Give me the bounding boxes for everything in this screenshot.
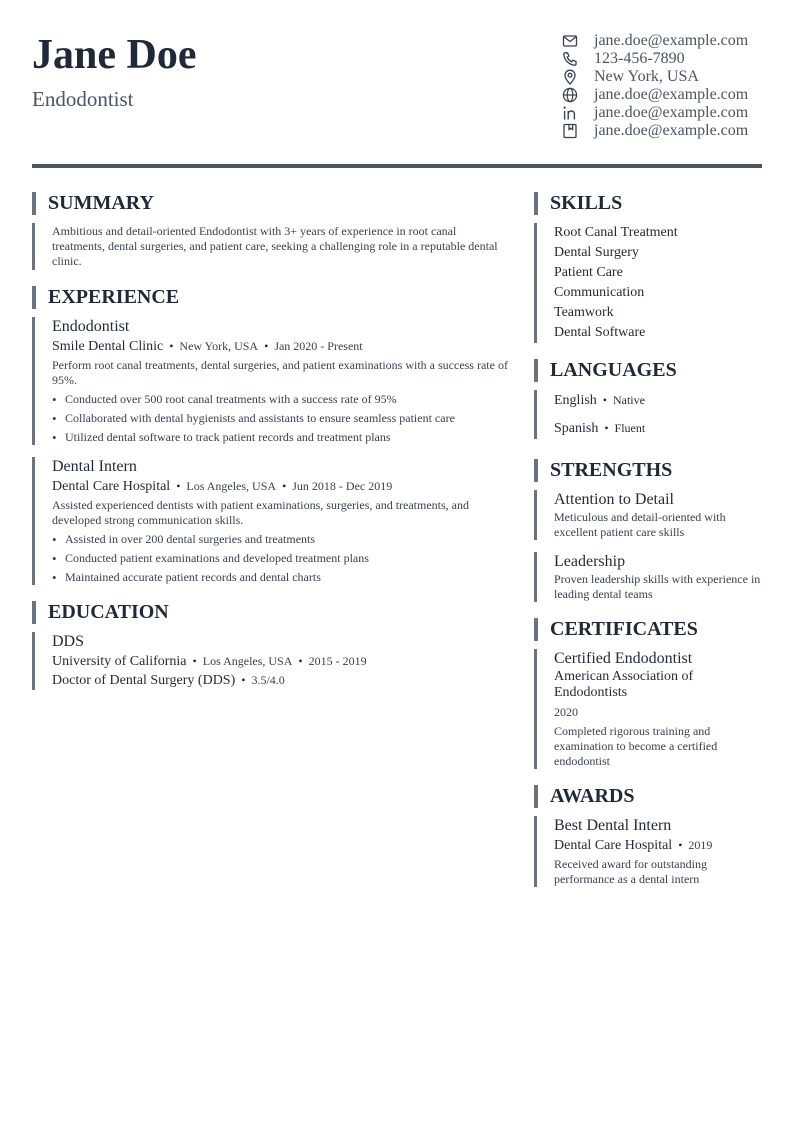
job-description: Assisted experienced dentists with patient examinations, surgeries, and treatments, and developed strong communication skills. (52, 498, 470, 527)
phone-icon (562, 51, 578, 67)
job-dates: Jun 2018 - Dec 2019 (292, 479, 393, 493)
globe-icon (562, 87, 578, 103)
award-issuer: Dental Care Hospital (554, 838, 673, 853)
language-name: Spanish (554, 421, 599, 436)
resume-page (32, 0, 762, 886)
certificate-issuer: American Association of Endodontists (554, 669, 694, 700)
job-bullets (52, 392, 512, 445)
strength-item (534, 552, 762, 602)
skill-item: Teamwork (554, 305, 614, 320)
contact-phone-text: 123-456-7890 (594, 50, 685, 67)
experience-section (32, 286, 512, 585)
candidate-title: Endodontist (32, 87, 134, 111)
strength-text: Proven leadership skills with experience in leading dental teams (554, 572, 761, 601)
list-item: • Utilized dental software to track patient records and treatment plans (52, 430, 512, 445)
strength-text: Meticulous and detail-oriented with excellent patient care skills (554, 510, 726, 539)
language-level: Native (612, 393, 645, 407)
languages-section (534, 359, 762, 439)
award-meta: Dental Care Hospital • 2019 (554, 838, 713, 853)
skills-section (534, 192, 762, 343)
award-year: 2019 (688, 838, 713, 852)
education-school: University of California (52, 654, 187, 669)
certificates-heading: CERTIFICATES (534, 618, 762, 641)
location-pin-icon (562, 69, 578, 85)
awards-heading: AWARDS (534, 785, 762, 808)
candidate-name: Jane Doe (32, 32, 197, 78)
job-title: Endodontist (52, 318, 130, 335)
job-meta: Smile Dental Clinic • New York, USA • Jan 2020 - Present (52, 339, 363, 354)
awards-section (534, 785, 762, 887)
education-item (32, 632, 512, 690)
certificates-section (534, 618, 762, 769)
summary-heading: SUMMARY (32, 192, 512, 215)
education-meta: University of California • Los Angeles, USA • 2015 - 2019 (52, 654, 367, 669)
strengths-section (534, 459, 762, 602)
languages-heading: LANGUAGES (534, 359, 762, 382)
summary-body (32, 223, 512, 270)
education-heading: EDUCATION (32, 601, 512, 624)
contact-email-text: jane.doe@example.com (594, 32, 749, 49)
skill-item: Patient Care (554, 265, 623, 280)
contact-linkedin-text: jane.doe@example.com (594, 104, 749, 121)
contact-email[interactable] (562, 32, 762, 50)
education-section (32, 601, 512, 690)
resume-header (32, 0, 762, 165)
certificate-title: Certified Endodontist (554, 650, 693, 667)
header-divider (32, 164, 762, 168)
job-company: Smile Dental Clinic (52, 339, 164, 354)
summary-text: Ambitious and detail-oriented Endodontist with 3+ years of experience in root canal treatments, dental surgeries, and patient care, seeking a challenging role in a reputable dental clinic. (52, 224, 498, 268)
job-company: Dental Care Hospital (52, 479, 171, 494)
education-gpa: 3.5/4.0 (251, 673, 285, 687)
experience-item (32, 457, 512, 585)
certificate-text: Completed rigorous training and examination to become a certified endodontist (554, 724, 718, 768)
job-meta: Dental Care Hospital • Los Angeles, USA • Jun 2018 - Dec 2019 (52, 479, 393, 494)
list-item: • Conducted over 500 root canal treatments with a success rate of 95% (52, 392, 512, 407)
education-degree: DDS (52, 633, 85, 650)
linkedin-icon (562, 105, 578, 121)
contact-location (562, 68, 762, 86)
award-text: Received award for outstanding performance as a dental intern (554, 857, 707, 886)
skills-list (534, 223, 762, 343)
list-item: • Assisted in over 200 dental surgeries and treatments (52, 532, 512, 547)
contact-phone[interactable] (562, 50, 762, 68)
list-item: • Collaborated with dental hygienists and assistants to ensure seamless patient care (52, 411, 512, 426)
skill-item: Dental Software (554, 325, 646, 340)
contact-website[interactable] (562, 86, 762, 104)
education-dates: 2015 - 2019 (308, 654, 367, 668)
left-column (32, 192, 512, 690)
job-location: New York, USA (179, 339, 259, 353)
language-name: English (554, 393, 597, 408)
email-icon (562, 33, 578, 49)
strengths-heading: STRENGTHS (534, 459, 762, 482)
education-field-row: Doctor of Dental Surgery (DDS) • 3.5/4.0 (52, 673, 285, 688)
job-title: Dental Intern (52, 458, 137, 475)
contact-portfolio[interactable] (562, 122, 762, 140)
skills-heading: SKILLS (534, 192, 762, 215)
job-bullets (52, 532, 512, 585)
strength-title: Attention to Detail (554, 491, 674, 508)
job-location: Los Angeles, USA (186, 479, 277, 493)
language-level: Fluent (614, 421, 646, 435)
job-description: Perform root canal treatments, dental surgeries, and patient examinations with a success rate of 95%. (52, 358, 508, 387)
list-item: • Conducted patient examinations and developed treatment plans (52, 551, 512, 566)
skill-item: Communication (554, 285, 645, 300)
languages-list (534, 390, 762, 439)
skill-item: Root Canal Treatment (554, 225, 678, 240)
contact-linkedin[interactable] (562, 104, 762, 122)
job-dates: Jan 2020 - Present (274, 339, 363, 353)
contact-list (562, 32, 762, 140)
experience-item (32, 317, 512, 445)
right-column (534, 192, 762, 887)
contact-portfolio-text: jane.doe@example.com (594, 122, 749, 139)
contact-location-text: New York, USA (594, 68, 699, 85)
language-item: English • Native (554, 393, 645, 408)
certificate-year: 2020 (554, 705, 578, 719)
contact-website-text: jane.doe@example.com (594, 86, 749, 103)
list-item: • Maintained accurate patient records and dental charts (52, 570, 512, 585)
award-item (534, 816, 762, 887)
language-item: Spanish • Fluent (554, 421, 646, 436)
summary-section (32, 192, 512, 270)
education-field: Doctor of Dental Surgery (DDS) (52, 673, 236, 688)
bookmark-icon (562, 123, 578, 139)
education-location: Los Angeles, USA (202, 654, 293, 668)
certificate-item (534, 649, 762, 769)
strength-item (534, 490, 762, 540)
award-title: Best Dental Intern (554, 817, 672, 834)
skill-item: Dental Surgery (554, 245, 639, 260)
strength-title: Leadership (554, 553, 626, 570)
experience-heading: EXPERIENCE (32, 286, 512, 309)
